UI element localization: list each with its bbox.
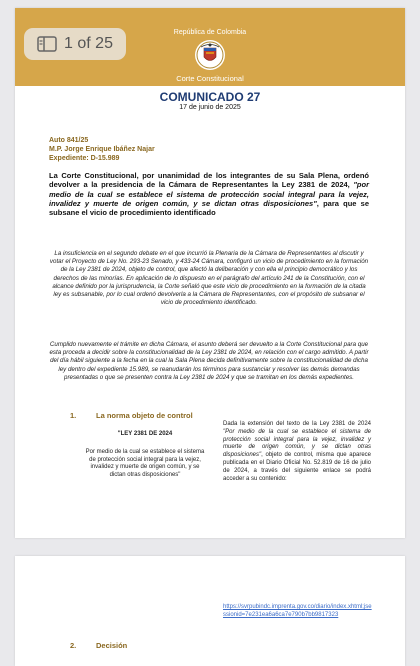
- lead-text-quote: "por medio de la cual se establece el sistema de protección social integral para la vejez, invalidez y muerte de origen común, y se dictan otras disposiciones": [49, 180, 369, 208]
- section-2-title: Decisión: [96, 641, 128, 650]
- gazette-link[interactable]: https://svrpubindc.imprenta.gov.co/diario/index.xhtml;jsessionid=7e231ea6a6ca7e790b7bb9817323: [223, 604, 372, 618]
- law-description: Por medio de la cual se establece el sistema de protección social integral para la vejez, invalidez y muerte de origen común, y se dictan otras disposiciones": [85, 448, 205, 479]
- section-2-heading: [70, 641, 127, 650]
- case-info: [49, 136, 155, 163]
- document-page-1: [15, 8, 405, 538]
- law-citation: [85, 431, 205, 480]
- republic-label: República de Colombia: [173, 29, 247, 36]
- magistrate-name: M.P. Jorge Enrique Ibáñez Najar: [49, 146, 155, 153]
- law-ref-text-c: , objeto de control, misma que aparece publicada en el Diario Oficial No. 52.819 de 16 de julio de 2024, a través del siguiente enlace se podrá acceder a su contenido:: [223, 452, 371, 482]
- file-number: Expediente: D-15.989: [49, 155, 120, 162]
- body-paragraph-2: Cumplido nuevamente el trámite en dicha Cámara, el asunto deberá ser devuelto a la Corte Constitucional para que esta proceda a decidir sobre la constitucionalidad de la Ley 2381 de 2024, en relación con el cargo admitido. A partir del día hábil siguiente a la fecha en la cual la Sala Plena decida definitivamente sobre la constitucionalidad de dicha ley dentro del expediente 15.989, se reanudarán los términos para sustanciar y resolver las demás demandas presentadas o que se presenten contra la Ley 2381 de 2024 y que se tramitan en los demás expedientes.: [49, 341, 369, 381]
- coat-of-arms-icon: [194, 39, 226, 71]
- law-ref-text-a: Dada la extensión del texto de la Ley 2381 de 2024: [223, 421, 371, 427]
- law-ref-quote: "Por medio de la cual se establece el sistema de protección social integral para la vejez, invalidez y muerte de origen común, y se dictan otras disposiciones": [223, 428, 371, 459]
- sidebar-icon: [37, 36, 57, 52]
- lead-paragraph: [49, 171, 369, 217]
- section-1-title: La norma objeto de control: [96, 411, 193, 420]
- section-1-heading: [70, 411, 193, 420]
- page-counter-button[interactable]: [24, 28, 126, 60]
- document-title: COMUNICADO 27: [159, 90, 261, 104]
- auto-number: Auto 841/25: [49, 137, 89, 144]
- section-1-number: 1.: [70, 411, 77, 420]
- lead-text-c: , para que se subsane el vicio de procedimiento identificado: [49, 198, 370, 218]
- law-reference-paragraph: [223, 421, 371, 483]
- document-page-2: [15, 556, 405, 666]
- section-2-number: 2.: [70, 641, 77, 650]
- law-title: "LEY 2381 DE 2024: [117, 431, 173, 437]
- body-paragraph-1: La insuficiencia en el segundo debate en el que incurrió la Plenaria de la Cámara de Representantes al discutir y votar el Proyecto de Ley No. 293-23 Senado, y 433-24 Cámara, configuró un vicio de procedimiento en la formación de la Ley 2381 de 2024, objeto de control, que afectó la deliberación y con ella el principio democrático y los derechos de las minorías. En aplicación de lo dispuesto en el parágrafo del artículo 241 de la Constitución, con el alcance definido por la jurisprudencia, la Corte señaló que este vicio de procedimiento en la formación de la citada ley es subsanable, por lo cual ordenó devolverla a la Cámara de Representantes, con el propósito de subsanar el vicio de procedimiento identificado.: [49, 250, 369, 307]
- court-label: Corte Constitucional: [176, 74, 244, 83]
- document-date: 17 de junio de 2025: [179, 104, 241, 111]
- page-counter-label: 1 of 25: [64, 35, 113, 52]
- lead-text-a: La Corte Constitucional, por unanimidad de los integrantes de su Sala Plena, ordenó devolver a la presidencia de la Cámara de Representantes la Ley 2381 de 2024,: [49, 171, 369, 190]
